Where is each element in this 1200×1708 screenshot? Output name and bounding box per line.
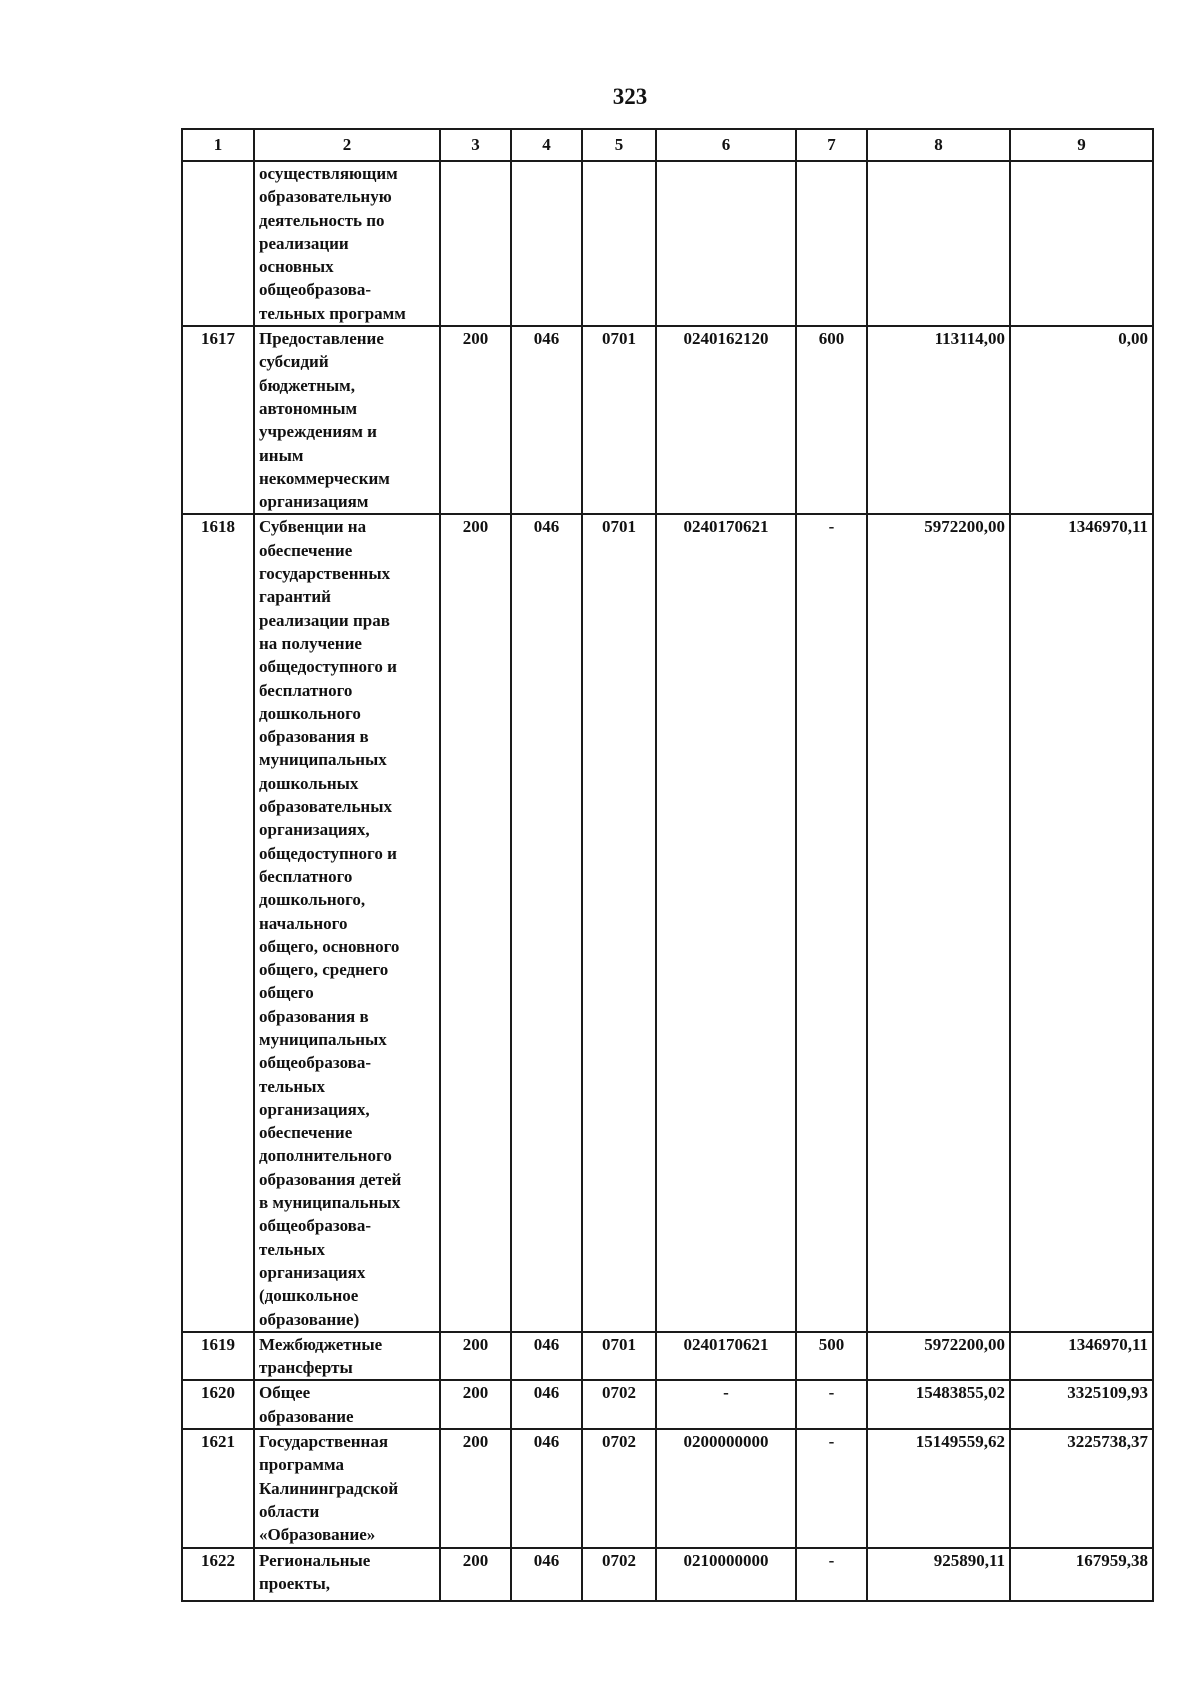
row-col9: 3225738,37	[1010, 1429, 1153, 1547]
row-col5: 0701	[582, 1332, 656, 1381]
column-header: 3	[440, 129, 511, 161]
row-col7: 500	[796, 1332, 867, 1381]
row-name: Государственная программа Калининградской области «Образование»	[254, 1429, 440, 1547]
row-col4: 046	[511, 1332, 582, 1381]
row-col4: 046	[511, 326, 582, 514]
row-col6: 0200000000	[656, 1429, 796, 1547]
column-header: 2	[254, 129, 440, 161]
row-col8: 113114,00	[867, 326, 1010, 514]
row-col4: 046	[511, 1548, 582, 1601]
row-number: 1620	[182, 1380, 254, 1429]
row-name: Предоставление субсидий бюджетным, автономным учреждениям и иным некоммерческим организациям	[254, 326, 440, 514]
row-col6	[656, 161, 796, 326]
row-col9: 1346970,11	[1010, 1332, 1153, 1381]
row-col8: 5972200,00	[867, 514, 1010, 1331]
row-col5: 0702	[582, 1380, 656, 1429]
row-col8	[867, 161, 1010, 326]
row-col9: 0,00	[1010, 326, 1153, 514]
row-col6: -	[656, 1380, 796, 1429]
table-row	[182, 1429, 1153, 1547]
row-col3: 200	[440, 514, 511, 1331]
row-col7: -	[796, 1380, 867, 1429]
row-name: Региональные проекты,	[254, 1548, 440, 1601]
table-row	[182, 1332, 1153, 1381]
row-name: Межбюджетные трансферты	[254, 1332, 440, 1381]
row-number: 1618	[182, 514, 254, 1331]
row-col5	[582, 161, 656, 326]
row-col9: 3325109,93	[1010, 1380, 1153, 1429]
row-col6: 0240170621	[656, 1332, 796, 1381]
row-col3: 200	[440, 326, 511, 514]
column-header: 6	[656, 129, 796, 161]
row-col4: 046	[511, 1380, 582, 1429]
column-header: 4	[511, 129, 582, 161]
row-col5: 0701	[582, 326, 656, 514]
row-col5: 0701	[582, 514, 656, 1331]
column-header: 8	[867, 129, 1010, 161]
row-number: 1619	[182, 1332, 254, 1381]
row-col7: -	[796, 1548, 867, 1601]
row-col6: 0240162120	[656, 326, 796, 514]
row-col3: 200	[440, 1429, 511, 1547]
column-header: 1	[182, 129, 254, 161]
column-header: 5	[582, 129, 656, 161]
row-col3: 200	[440, 1332, 511, 1381]
row-name: Субвенции на обеспечение государственных гарантий реализации прав на получение общедоступного и бесплатного дошкольного образования в муниципальных дошкольных образовательных организациях, общедоступного и бесплатного дошкольного, начального общего, основного общего, среднего общего образования в муниципальных общеобразова- тельных организациях, обеспечение дополнительного образования детей в муниципальных общеобразова- тельных организациях (дошкольное образование)	[254, 514, 440, 1331]
row-number: 1622	[182, 1548, 254, 1601]
row-name: осуществляющим образовательную деятельность по реализации основных общеобразова- тельных программ	[254, 161, 440, 326]
row-col5: 0702	[582, 1548, 656, 1601]
row-col9	[1010, 161, 1153, 326]
row-col7: -	[796, 1429, 867, 1547]
table-row	[182, 1380, 1153, 1429]
header-row	[182, 129, 1153, 161]
row-number: 1617	[182, 326, 254, 514]
table-row	[182, 326, 1153, 514]
table-row	[182, 1548, 1153, 1601]
budget-table	[181, 128, 1154, 1602]
row-col8: 15483855,02	[867, 1380, 1010, 1429]
row-col7: -	[796, 514, 867, 1331]
row-col4	[511, 161, 582, 326]
column-header: 9	[1010, 129, 1153, 161]
table-row	[182, 514, 1153, 1331]
row-col5: 0702	[582, 1429, 656, 1547]
column-header: 7	[796, 129, 867, 161]
row-col6: 0210000000	[656, 1548, 796, 1601]
row-col4: 046	[511, 1429, 582, 1547]
row-col8: 15149559,62	[867, 1429, 1010, 1547]
table-body	[182, 161, 1153, 1601]
row-col3: 200	[440, 1380, 511, 1429]
row-col8: 925890,11	[867, 1548, 1010, 1601]
row-name: Общее образование	[254, 1380, 440, 1429]
row-col8: 5972200,00	[867, 1332, 1010, 1381]
row-col9: 1346970,11	[1010, 514, 1153, 1331]
table-row	[182, 161, 1153, 326]
table-header	[182, 129, 1153, 161]
row-col7: 600	[796, 326, 867, 514]
row-col3	[440, 161, 511, 326]
row-col9: 167959,38	[1010, 1548, 1153, 1601]
row-number	[182, 161, 254, 326]
row-col3: 200	[440, 1548, 511, 1601]
row-col4: 046	[511, 514, 582, 1331]
row-col7	[796, 161, 867, 326]
page-number: 323	[612, 84, 648, 109]
row-col6: 0240170621	[656, 514, 796, 1331]
row-number: 1621	[182, 1429, 254, 1547]
